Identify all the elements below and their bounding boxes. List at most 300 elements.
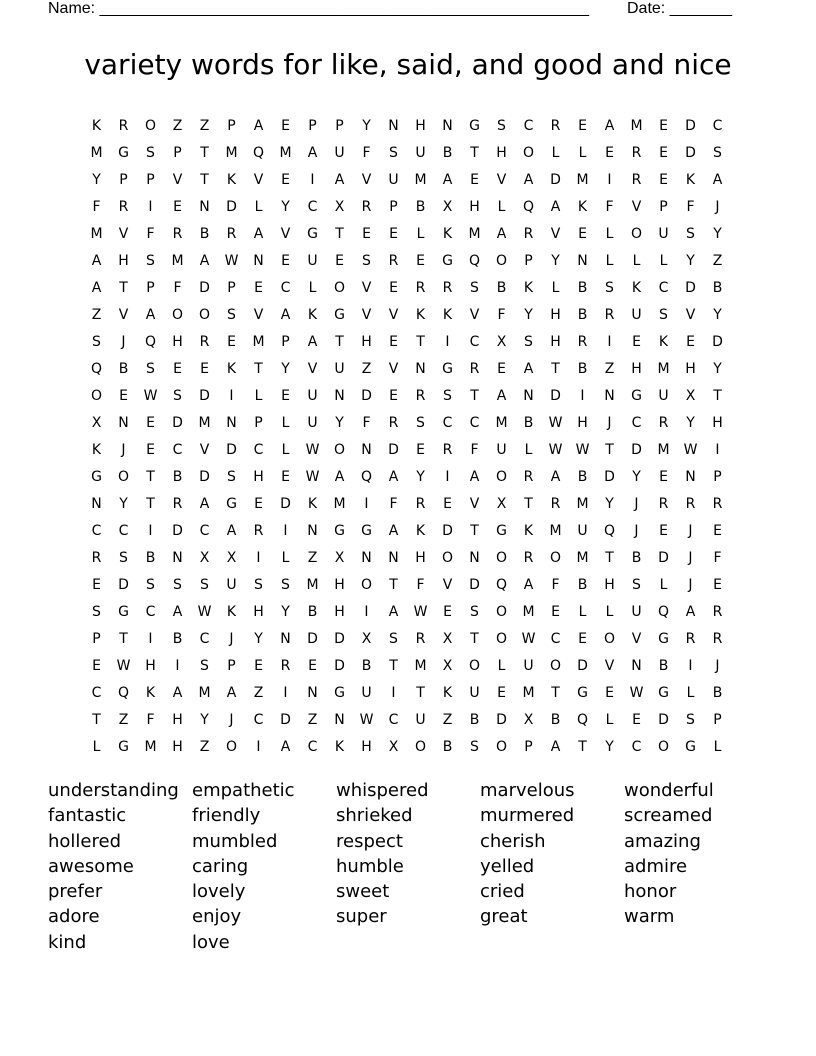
grid-cell: J xyxy=(715,198,720,215)
grid-cell: O xyxy=(549,657,562,674)
grid-cell: S xyxy=(389,144,398,161)
grid-cell: D xyxy=(199,387,210,404)
grid-cell: Z xyxy=(253,684,264,701)
grid-cell: L xyxy=(578,144,587,161)
grid-cell: K xyxy=(442,306,453,323)
grid-cell: L xyxy=(659,252,668,269)
grid-cell: I xyxy=(580,387,585,404)
grid-cell: E xyxy=(281,171,290,188)
grid-cell: J xyxy=(688,576,693,593)
word-list-item: enjoy xyxy=(192,906,242,928)
grid-cell: D xyxy=(550,171,561,188)
grid-cell: H xyxy=(712,414,723,431)
grid-cell: Q xyxy=(90,360,103,377)
grid-cell: A xyxy=(199,252,210,269)
grid-cell: A xyxy=(712,171,723,188)
grid-cell: D xyxy=(577,657,588,674)
grid-cell: Q xyxy=(252,144,265,161)
grid-cell: P xyxy=(119,171,128,188)
grid-cell: O xyxy=(495,468,508,485)
grid-cell: G xyxy=(334,306,345,323)
grid-cell: X xyxy=(91,414,102,431)
word-list-item: mumbled xyxy=(192,830,278,852)
grid-cell: G xyxy=(118,144,129,161)
grid-cell: N xyxy=(388,117,399,134)
grid-cell: G xyxy=(658,684,669,701)
grid-cell: F xyxy=(605,198,614,215)
grid-cell: E xyxy=(443,603,452,620)
word-list-item: screamed xyxy=(624,805,713,827)
grid-cell: P xyxy=(308,117,317,134)
grid-cell: J xyxy=(688,522,693,539)
grid-cell: T xyxy=(416,684,425,701)
grid-cell: L xyxy=(281,441,290,458)
grid-cell: T xyxy=(200,171,209,188)
grid-cell: T xyxy=(389,657,398,674)
grid-cell: G xyxy=(361,522,372,539)
grid-cell: N xyxy=(172,549,183,566)
grid-cell: S xyxy=(146,144,155,161)
grid-cell: D xyxy=(685,117,696,134)
grid-cell: Q xyxy=(522,198,535,215)
grid-cell: B xyxy=(712,684,723,701)
grid-cell: B xyxy=(307,603,318,620)
grid-cell: E xyxy=(443,495,452,512)
grid-cell: L xyxy=(659,576,668,593)
grid-cell: N xyxy=(685,468,696,485)
grid-cell: X xyxy=(388,738,399,755)
word-list-item: cherish xyxy=(480,830,546,852)
grid-cell: L xyxy=(497,657,506,674)
grid-cell: N xyxy=(199,198,210,215)
grid-cell: K xyxy=(415,522,426,539)
grid-cell: X xyxy=(334,549,345,566)
grid-cell: F xyxy=(362,414,371,431)
grid-cell: V xyxy=(685,306,696,323)
grid-cell: I xyxy=(283,522,288,539)
grid-cell: I xyxy=(175,657,180,674)
grid-cell: Z xyxy=(307,711,318,728)
grid-cell: M xyxy=(468,225,481,242)
grid-cell: M xyxy=(414,171,427,188)
grid-cell: I xyxy=(364,603,369,620)
grid-cell: Z xyxy=(361,360,372,377)
grid-cell: H xyxy=(469,198,480,215)
grid-cell: Q xyxy=(495,576,508,593)
grid-cell: C xyxy=(172,441,183,458)
grid-cell: P xyxy=(146,171,155,188)
grid-cell: D xyxy=(226,441,237,458)
grid-cell: A xyxy=(388,603,399,620)
grid-cell: Z xyxy=(172,117,183,134)
grid-cell: D xyxy=(550,387,561,404)
grid-cell: R xyxy=(361,198,372,215)
grid-cell: X xyxy=(496,495,507,512)
grid-cell: E xyxy=(281,468,290,485)
grid-cell: H xyxy=(415,117,426,134)
grid-cell: B xyxy=(118,360,129,377)
grid-cell: A xyxy=(199,495,210,512)
word-list-item: prefer xyxy=(48,881,103,903)
grid-cell: Y xyxy=(92,171,101,188)
grid-cell: A xyxy=(496,387,507,404)
grid-cell: W xyxy=(413,603,428,620)
grid-cell: F xyxy=(92,198,101,215)
grid-cell: N xyxy=(307,684,318,701)
grid-cell: Z xyxy=(604,360,615,377)
grid-cell: G xyxy=(334,684,345,701)
grid-cell: B xyxy=(442,738,453,755)
grid-cell: A xyxy=(334,468,345,485)
grid-cell: S xyxy=(227,306,236,323)
grid-cell: G xyxy=(469,117,480,134)
grid-cell: K xyxy=(226,360,237,377)
grid-cell: A xyxy=(172,603,183,620)
grid-cell: I xyxy=(715,441,720,458)
grid-cell: E xyxy=(632,711,641,728)
grid-cell: W xyxy=(305,441,320,458)
grid-cell: M xyxy=(90,225,103,242)
grid-cell: O xyxy=(198,306,211,323)
grid-cell: E xyxy=(578,630,587,647)
grid-cell: C xyxy=(91,522,102,539)
grid-cell: A xyxy=(685,603,696,620)
grid-cell: F xyxy=(362,144,371,161)
grid-cell: Q xyxy=(603,522,616,539)
grid-cell: A xyxy=(226,684,237,701)
grid-cell: Y xyxy=(362,117,371,134)
grid-cell: T xyxy=(146,495,155,512)
grid-cell: D xyxy=(199,279,210,296)
word-list-item: awesome xyxy=(48,855,134,877)
grid-cell: C xyxy=(253,441,264,458)
grid-cell: H xyxy=(631,360,642,377)
grid-cell: B xyxy=(523,414,534,431)
grid-cell: F xyxy=(551,576,560,593)
grid-cell: R xyxy=(226,225,237,242)
grid-cell: W xyxy=(359,711,374,728)
grid-cell: A xyxy=(604,117,615,134)
grid-cell: A xyxy=(388,522,399,539)
grid-cell: U xyxy=(307,252,318,269)
grid-cell: B xyxy=(658,657,669,674)
grid-cell: J xyxy=(634,522,639,539)
grid-cell: Q xyxy=(657,603,670,620)
grid-cell: P xyxy=(92,630,101,647)
grid-cell: R xyxy=(631,144,642,161)
word-list-item: amazing xyxy=(624,830,701,852)
grid-cell: W xyxy=(629,684,644,701)
grid-cell: A xyxy=(253,117,264,134)
word-list-item: empathetic xyxy=(192,780,295,801)
grid-cell: J xyxy=(229,711,234,728)
grid-cell: U xyxy=(334,360,345,377)
grid-cell: S xyxy=(200,657,209,674)
grid-cell: E xyxy=(389,387,398,404)
grid-cell: U xyxy=(631,306,642,323)
grid-cell: Z xyxy=(91,306,102,323)
grid-cell: S xyxy=(362,252,371,269)
grid-cell: Z xyxy=(199,117,210,134)
grid-cell: H xyxy=(361,738,372,755)
grid-cell: R xyxy=(685,495,696,512)
grid-cell: E xyxy=(389,333,398,350)
grid-cell: M xyxy=(225,144,238,161)
grid-cell: R xyxy=(577,333,588,350)
grid-cell: L xyxy=(578,603,587,620)
grid-cell: C xyxy=(442,414,453,431)
grid-cell: T xyxy=(470,144,479,161)
grid-cell: N xyxy=(280,630,291,647)
page-title: variety words for like, said, and good and nice xyxy=(84,48,732,81)
grid-cell: O xyxy=(333,279,346,296)
grid-cell: E xyxy=(254,495,263,512)
grid-cell: D xyxy=(118,576,129,593)
grid-cell: N xyxy=(334,387,345,404)
grid-cell: U xyxy=(496,441,507,458)
grid-cell: Y xyxy=(119,495,128,512)
grid-cell: Y xyxy=(713,360,722,377)
grid-cell: C xyxy=(469,414,480,431)
grid-cell: R xyxy=(712,495,723,512)
grid-cell: F xyxy=(497,306,506,323)
grid-cell: N xyxy=(361,441,372,458)
grid-cell: P xyxy=(524,738,533,755)
grid-cell: R xyxy=(388,414,399,431)
grid-cell: E xyxy=(173,198,182,215)
grid-cell: K xyxy=(442,225,453,242)
grid-cell: O xyxy=(333,441,346,458)
grid-cell: O xyxy=(360,576,373,593)
grid-cell: P xyxy=(713,711,722,728)
grid-cell: V xyxy=(118,225,129,242)
grid-cell: E xyxy=(92,657,101,674)
grid-cell: T xyxy=(713,387,722,404)
grid-cell: W xyxy=(683,441,698,458)
grid-cell: W xyxy=(224,252,239,269)
grid-cell: G xyxy=(658,630,669,647)
grid-cell: L xyxy=(254,387,263,404)
grid-cell: R xyxy=(172,225,183,242)
grid-cell: T xyxy=(605,441,614,458)
grid-cell: B xyxy=(577,279,588,296)
grid-cell: F xyxy=(146,711,155,728)
grid-cell: I xyxy=(148,198,153,215)
grid-cell: Y xyxy=(416,468,425,485)
grid-cell: B xyxy=(361,657,372,674)
grid-cell: D xyxy=(334,630,345,647)
grid-cell: K xyxy=(631,279,642,296)
grid-cell: G xyxy=(226,495,237,512)
grid-cell: S xyxy=(470,603,479,620)
grid-cell: K xyxy=(523,522,534,539)
grid-cell: Y xyxy=(281,360,290,377)
grid-cell: G xyxy=(442,360,453,377)
grid-cell: V xyxy=(253,306,264,323)
grid-cell: S xyxy=(524,333,533,350)
word-list-item: fantastic xyxy=(48,805,127,827)
grid-cell: A xyxy=(334,171,345,188)
grid-cell: U xyxy=(577,522,588,539)
grid-cell: E xyxy=(281,117,290,134)
grid-cell: H xyxy=(172,738,183,755)
grid-cell: Y xyxy=(713,306,722,323)
grid-cell: E xyxy=(389,279,398,296)
grid-cell: R xyxy=(91,549,102,566)
grid-cell: T xyxy=(335,225,344,242)
grid-cell: H xyxy=(361,333,372,350)
grid-cell: T xyxy=(416,333,425,350)
grid-cell: A xyxy=(388,468,399,485)
grid-cell: V xyxy=(199,441,210,458)
grid-cell: W xyxy=(548,414,563,431)
grid-cell: E xyxy=(632,333,641,350)
grid-cell: L xyxy=(605,711,614,728)
grid-cell: G xyxy=(685,738,696,755)
grid-cell: Y xyxy=(281,603,290,620)
grid-cell: I xyxy=(445,333,450,350)
grid-cell: K xyxy=(307,306,318,323)
grid-cell: V xyxy=(469,306,480,323)
grid-cell: W xyxy=(305,468,320,485)
grid-cell: O xyxy=(549,549,562,566)
grid-cell: W xyxy=(575,441,590,458)
grid-cell: O xyxy=(441,549,454,566)
word-list-item: super xyxy=(336,906,387,928)
grid-cell: E xyxy=(227,333,236,350)
grid-cell: D xyxy=(172,414,183,431)
grid-cell: B xyxy=(172,468,183,485)
grid-cell: U xyxy=(307,414,318,431)
grid-cell: N xyxy=(307,522,318,539)
word-list-item: cried xyxy=(480,881,525,903)
grid-cell: O xyxy=(495,549,508,566)
grid-cell: P xyxy=(254,414,263,431)
grid-cell: W xyxy=(197,603,212,620)
word-list-item: wonderful xyxy=(624,780,714,801)
grid-cell: O xyxy=(144,117,157,134)
grid-cell: B xyxy=(145,549,156,566)
grid-cell: I xyxy=(256,738,261,755)
grid-cell: A xyxy=(172,684,183,701)
grid-cell: A xyxy=(226,522,237,539)
grid-cell: L xyxy=(92,738,101,755)
grid-cell: U xyxy=(388,171,399,188)
grid-cell: T xyxy=(470,522,479,539)
grid-cell: S xyxy=(200,576,209,593)
grid-cell: D xyxy=(496,711,507,728)
grid-cell: B xyxy=(469,711,480,728)
grid-cell: E xyxy=(416,252,425,269)
grid-cell: M xyxy=(549,522,562,539)
grid-cell: Q xyxy=(144,333,157,350)
grid-cell: T xyxy=(578,738,587,755)
grid-cell: S xyxy=(632,576,641,593)
grid-cell: E xyxy=(605,684,614,701)
grid-cell: X xyxy=(685,387,696,404)
grid-cell: O xyxy=(495,630,508,647)
grid-cell: G xyxy=(91,468,102,485)
grid-cell: M xyxy=(198,684,211,701)
grid-cell: Y xyxy=(254,630,263,647)
grid-cell: E xyxy=(146,414,155,431)
grid-cell: H xyxy=(604,576,615,593)
grid-cell: S xyxy=(416,414,425,431)
grid-cell: R xyxy=(415,279,426,296)
grid-cell: L xyxy=(308,279,317,296)
grid-cell: R xyxy=(442,279,453,296)
grid-cell: I xyxy=(607,333,612,350)
grid-cell: V xyxy=(496,171,507,188)
grid-cell: U xyxy=(631,603,642,620)
grid-cell: V xyxy=(361,306,372,323)
grid-cell: X xyxy=(442,198,453,215)
grid-cell: M xyxy=(279,144,292,161)
grid-cell: V xyxy=(280,225,291,242)
grid-cell: Q xyxy=(468,252,481,269)
grid-cell: N xyxy=(253,252,264,269)
grid-cell: P xyxy=(389,198,398,215)
grid-cell: N xyxy=(334,711,345,728)
grid-cell: V xyxy=(361,279,372,296)
grid-cell: D xyxy=(334,657,345,674)
grid-cell: T xyxy=(389,576,398,593)
grid-cell: O xyxy=(495,603,508,620)
grid-cell: E xyxy=(308,657,317,674)
grid-cell: L xyxy=(713,738,722,755)
grid-cell: S xyxy=(497,117,506,134)
grid-cell: J xyxy=(634,495,639,512)
grid-cell: J xyxy=(607,414,612,431)
grid-cell: Z xyxy=(118,711,129,728)
grid-cell: K xyxy=(307,495,318,512)
grid-cell: I xyxy=(391,684,396,701)
grid-cell: E xyxy=(497,360,506,377)
grid-cell: L xyxy=(416,225,425,242)
grid-cell: O xyxy=(414,738,427,755)
grid-cell: R xyxy=(118,117,129,134)
grid-cell: V xyxy=(388,360,399,377)
grid-cell: A xyxy=(91,252,102,269)
grid-cell: L xyxy=(605,225,614,242)
grid-cell: K xyxy=(658,333,669,350)
word-list-item: caring xyxy=(192,855,249,877)
grid-cell: L xyxy=(605,252,614,269)
grid-cell: E xyxy=(713,576,722,593)
grid-cell: F xyxy=(173,279,182,296)
grid-cell: C xyxy=(523,117,534,134)
grid-cell: N xyxy=(415,360,426,377)
grid-cell: Z xyxy=(712,252,723,269)
grid-cell: V xyxy=(631,630,642,647)
grid-cell: R xyxy=(685,630,696,647)
grid-cell: R xyxy=(523,225,534,242)
grid-cell: O xyxy=(225,738,238,755)
grid-cell: B xyxy=(631,549,642,566)
grid-cell: S xyxy=(659,306,668,323)
grid-cell: T xyxy=(470,387,479,404)
grid-cell: K xyxy=(442,684,453,701)
grid-cell: P xyxy=(173,144,182,161)
grid-cell: L xyxy=(281,414,290,431)
grid-cell: I xyxy=(310,171,315,188)
grid-cell: K xyxy=(226,171,237,188)
grid-cell: Y xyxy=(281,198,290,215)
grid-cell: C xyxy=(145,603,156,620)
grid-cell: S xyxy=(146,360,155,377)
grid-cell: S xyxy=(173,576,182,593)
grid-cell: O xyxy=(495,738,508,755)
